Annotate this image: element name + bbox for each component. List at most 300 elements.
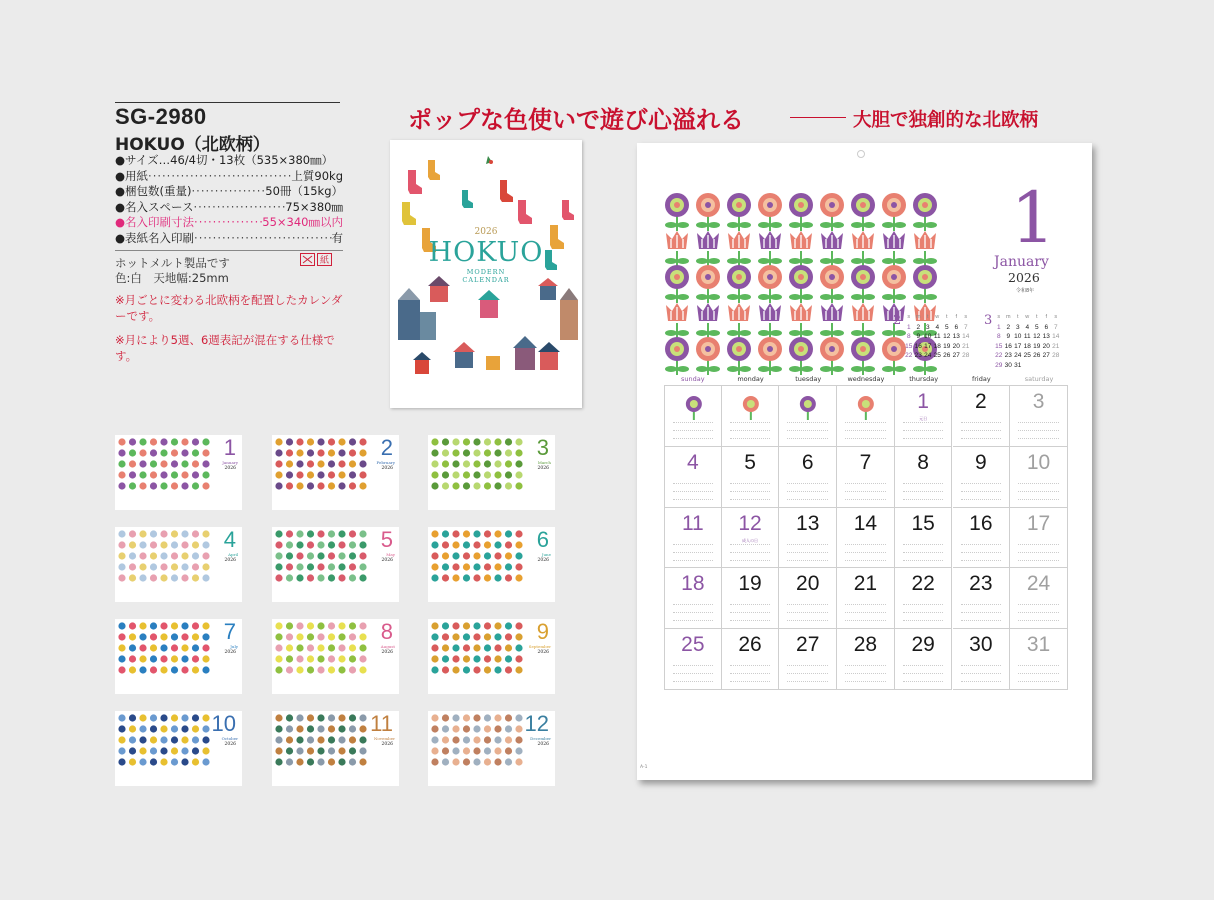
mini-day <box>1051 361 1061 371</box>
mini-calendar-mar <box>994 313 1061 370</box>
write-line <box>730 438 771 439</box>
day-cell <box>779 568 837 629</box>
mini-day: 8 <box>906 333 911 340</box>
day-number: 19 <box>738 572 762 596</box>
flower-icon <box>665 193 689 231</box>
mini-weekday-row <box>994 313 1061 323</box>
mini-day: 10 <box>1014 333 1022 340</box>
write-line <box>787 544 828 545</box>
day-number: 30 <box>969 633 993 657</box>
day-cell <box>1010 447 1068 508</box>
month-thumbnail <box>428 711 555 786</box>
spec-label: ●名入印刷寸法 <box>115 215 195 230</box>
flower-icon <box>820 337 844 375</box>
flower-icon <box>696 231 720 267</box>
weekday-letter: s <box>907 314 911 320</box>
mini-day: 13 <box>1042 333 1050 340</box>
mini-day: 19 <box>1033 342 1041 350</box>
day-number: 10 <box>1026 450 1051 474</box>
mini-day: 9 <box>1006 333 1011 340</box>
thumb-year: 2026 <box>381 558 393 563</box>
weekday-letter: w <box>935 314 940 320</box>
spec-row-packing <box>115 184 343 200</box>
weekday-header: tuesday <box>795 375 822 383</box>
holiday-label: 元日 <box>919 416 928 421</box>
house-icon <box>398 276 578 374</box>
mini-day: 20 <box>952 342 960 350</box>
flower-icon <box>758 337 782 375</box>
weekday-letter: s <box>1054 314 1058 320</box>
thumb-month-name: June <box>541 552 551 557</box>
day-number: 21 <box>853 572 878 596</box>
weekday-header: thursday <box>909 375 939 383</box>
flower-icon <box>882 337 906 375</box>
mini-weekday-row <box>904 313 971 323</box>
day-number: 18 <box>681 572 705 596</box>
flower-icon <box>913 193 937 231</box>
hotmelt-note: ホットメルト製品です <box>115 256 230 270</box>
mini-day: 1 <box>996 323 1001 331</box>
write-line <box>961 499 1002 500</box>
mini-day: 22 <box>995 352 1003 359</box>
thumb-month-number: 4 <box>223 527 236 552</box>
write-line <box>1018 438 1059 439</box>
write-line <box>961 491 1002 492</box>
mini-day: 29 <box>995 361 1003 369</box>
flower-icon <box>851 265 875 303</box>
day-number: 22 <box>911 572 935 596</box>
spec-bottom-rule <box>115 250 343 251</box>
write-line <box>1018 681 1059 682</box>
write-line <box>673 422 713 423</box>
spec-value: 55×340㎜以内 <box>262 215 343 230</box>
mini-month-number: 3 <box>984 313 993 328</box>
write-line <box>961 612 1002 613</box>
flower-icon <box>758 231 782 267</box>
write-line <box>961 673 1002 674</box>
month-name: January <box>994 254 1049 270</box>
thumb-month-number: 1 <box>223 435 236 460</box>
write-line <box>845 430 886 431</box>
mini-day: 12 <box>1033 333 1041 340</box>
mini-day: 24 <box>1014 352 1022 359</box>
mini-day: 28 <box>1052 352 1060 359</box>
write-line <box>845 422 886 423</box>
write-line <box>903 560 944 561</box>
mini-day: 15 <box>995 342 1003 350</box>
write-line <box>787 422 828 423</box>
flower-icon <box>789 337 813 375</box>
write-line <box>845 544 886 545</box>
write-line <box>730 544 771 545</box>
mini-day <box>1032 361 1042 371</box>
thumb-month-number: 10 <box>211 711 236 736</box>
write-line <box>730 673 771 674</box>
hang-hole <box>857 150 865 158</box>
write-line <box>673 665 713 666</box>
mini-week-row <box>994 342 1061 352</box>
spec-value: 上質90kg <box>291 168 343 183</box>
thumb-month-number: 3 <box>536 435 549 460</box>
day-number: 17 <box>1026 511 1051 535</box>
write-line <box>961 560 1002 561</box>
day-number: 9 <box>975 450 987 474</box>
mini-day: 21 <box>962 342 970 350</box>
day-number: 31 <box>1026 633 1051 657</box>
flower-icon <box>665 265 689 303</box>
flower-icon <box>789 231 813 267</box>
flower-icon <box>696 303 720 339</box>
flower-icon <box>758 303 782 339</box>
write-line <box>730 604 771 605</box>
mini-week-row <box>904 332 971 342</box>
leader-dots <box>194 215 262 231</box>
day-cell <box>837 386 895 447</box>
cover-subtitle: CALENDAR <box>462 276 510 284</box>
flower-icon <box>727 265 751 303</box>
day-cell <box>895 508 953 569</box>
day-number: 4 <box>687 450 699 474</box>
write-line <box>845 499 886 500</box>
thumb-month-name: April <box>228 552 238 557</box>
pattern-thumbnail <box>115 711 215 769</box>
write-line <box>1018 604 1059 605</box>
mini-day: 21 <box>1052 342 1060 350</box>
write-line <box>787 483 828 484</box>
day-number: 8 <box>917 450 929 474</box>
mini-day: 16 <box>1004 342 1012 350</box>
spec-top-rule <box>115 102 340 103</box>
mini-day: 4 <box>1025 323 1030 331</box>
write-line <box>787 604 828 605</box>
mini-day: 14 <box>1052 333 1060 340</box>
day-cell <box>837 629 895 690</box>
mini-day: 7 <box>963 323 968 331</box>
mini-day: 4 <box>935 323 940 331</box>
mini-day: 19 <box>943 342 951 350</box>
write-line <box>1018 430 1059 431</box>
page-code: A-1 <box>640 765 648 770</box>
write-line <box>845 665 886 666</box>
thumb-year: 2026 <box>537 466 549 471</box>
day-number: 23 <box>969 572 993 596</box>
thumb-month-name: December <box>530 736 551 741</box>
flower-icon <box>820 193 844 231</box>
day-cell <box>779 508 837 569</box>
holiday-label: 成人の日 <box>742 537 759 543</box>
flower-icon <box>727 303 751 339</box>
write-line <box>673 491 713 492</box>
mini-day: 16 <box>914 342 922 350</box>
day-number: 2 <box>975 390 987 413</box>
write-line <box>787 491 828 492</box>
write-line <box>961 604 1002 605</box>
thumb-month-number: 11 <box>370 711 393 736</box>
pattern-thumbnail <box>428 711 528 769</box>
thumb-month-number: 12 <box>524 711 549 736</box>
day-number: 14 <box>853 511 878 535</box>
recycle-mark-icon <box>300 253 340 266</box>
day-cell <box>1010 386 1068 447</box>
day-number: 24 <box>1026 572 1051 596</box>
pattern-thumbnail <box>115 435 215 493</box>
spec-label: ●表紙名入印刷 <box>115 230 195 245</box>
day-cell <box>664 386 722 447</box>
mini-day: 6 <box>1044 323 1049 331</box>
write-line <box>845 673 886 674</box>
weekday-letter: w <box>1025 314 1030 320</box>
thumb-month-name: May <box>386 552 395 557</box>
month-thumbnail <box>272 435 399 510</box>
day-number: 29 <box>911 633 935 657</box>
flower-icon <box>913 265 937 303</box>
mini-day: 10 <box>924 333 932 340</box>
weekday-letter: s <box>997 314 1001 320</box>
write-line <box>730 620 771 621</box>
thumb-year: 2026 <box>537 558 549 563</box>
write-line <box>1018 483 1059 484</box>
mini-day: 2 <box>1006 323 1011 331</box>
pattern-thumbnail <box>115 619 215 677</box>
write-line <box>673 620 713 621</box>
spec-list <box>115 153 343 247</box>
write-line <box>673 673 713 674</box>
thumb-year: 2026 <box>537 742 549 747</box>
thumb-year: 2026 <box>224 742 236 747</box>
flower-icon <box>851 337 875 375</box>
pattern-thumbnail <box>272 711 372 769</box>
weekday-letter: m <box>1005 314 1011 320</box>
write-line <box>673 681 713 682</box>
write-line <box>1018 499 1059 500</box>
write-line <box>673 552 713 553</box>
mini-calendar-feb <box>904 313 971 361</box>
flower-icon <box>696 337 720 375</box>
write-line <box>673 499 713 500</box>
write-line <box>730 552 771 553</box>
mini-day: 7 <box>1053 323 1058 331</box>
weekday-header: wednesday <box>847 375 885 383</box>
thumb-month-number: 8 <box>380 619 393 644</box>
spec-value: 50冊（15kg） <box>265 184 343 199</box>
mini-day: 13 <box>952 333 960 340</box>
thumb-year: 2026 <box>537 650 549 655</box>
flower-icon <box>758 193 782 231</box>
mini-day: 27 <box>952 352 960 359</box>
day-number: 6 <box>801 450 814 474</box>
write-line <box>903 422 944 423</box>
thumb-month-number: 6 <box>536 527 549 552</box>
mini-day: 30 <box>1004 361 1012 369</box>
cover-page <box>390 140 582 408</box>
weekday-letter: t <box>1016 314 1019 320</box>
flower-icon <box>758 265 782 303</box>
mini-day: 17 <box>924 342 932 350</box>
write-line <box>845 612 886 613</box>
weekday-letter: s <box>964 314 968 320</box>
flower-icon <box>789 265 813 303</box>
mini-day: 26 <box>1033 352 1041 359</box>
mini-day: 22 <box>905 352 913 359</box>
write-line <box>903 665 944 666</box>
day-cell <box>664 568 722 629</box>
month-thumbnail <box>272 711 399 786</box>
flower-icon <box>837 392 895 426</box>
spec-row-paper <box>115 169 343 185</box>
flower-icon <box>727 231 751 267</box>
day-number: 27 <box>796 633 820 657</box>
write-line <box>730 612 771 613</box>
mini-day: 6 <box>954 323 959 331</box>
product-name: HOKUO（北欧柄） <box>115 135 270 155</box>
write-line <box>787 681 828 682</box>
feature-note-2: ※月により5週、6週表記が混在する仕様です。 <box>115 333 335 363</box>
write-line <box>730 430 771 431</box>
day-cell <box>779 386 837 447</box>
flower-icon <box>665 231 689 267</box>
headline-sub: 大胆で独創的な北欧柄 <box>853 110 1039 131</box>
day-number: 11 <box>681 511 704 535</box>
write-line <box>961 544 1002 545</box>
day-number: 1 <box>917 390 929 413</box>
weekday-letter: f <box>1045 314 1048 320</box>
mini-day: 23 <box>914 352 922 359</box>
write-line <box>730 499 771 500</box>
mini-week-row <box>904 351 971 361</box>
spec-value: 46/4切・13枚（535×380㎜） <box>170 153 334 167</box>
mini-day: 23 <box>1004 352 1012 359</box>
write-line <box>730 681 771 682</box>
write-line <box>1018 665 1059 666</box>
pattern-thumbnail <box>272 435 372 493</box>
spec-row-cover-print <box>115 231 343 247</box>
month-thumbnail <box>115 711 242 786</box>
day-cell <box>837 508 895 569</box>
mini-month-number: 2 <box>893 313 902 328</box>
weekday-letter: t <box>1035 314 1038 320</box>
day-cell <box>953 629 1011 690</box>
mini-day: 25 <box>933 352 941 359</box>
day-cell <box>664 629 722 690</box>
day-number: 16 <box>969 511 993 535</box>
write-line <box>787 620 828 621</box>
day-number: 25 <box>681 633 705 657</box>
thumb-month-number: 2 <box>380 435 393 460</box>
spec-label: ●名入スペース <box>115 199 194 214</box>
pattern-thumbnail <box>272 619 372 677</box>
write-line <box>730 491 771 492</box>
weekday-letter: t <box>945 314 948 320</box>
feature-note-1: ※月ごとに変わる北欧柄を配置したカレンダーです。 <box>115 293 343 323</box>
flower-icon <box>696 265 720 303</box>
mini-day: 25 <box>1023 352 1031 359</box>
flower-icon <box>722 392 780 426</box>
month-thumbnail <box>115 527 242 602</box>
day-number: 3 <box>1032 390 1045 413</box>
thumb-year: 2026 <box>224 466 236 471</box>
mini-day: 3 <box>1015 323 1020 331</box>
write-line <box>1018 673 1059 674</box>
mini-day: 18 <box>933 342 941 350</box>
flower-icon <box>882 231 906 267</box>
write-line <box>787 560 828 561</box>
month-thumbnail <box>272 619 399 694</box>
write-line <box>961 438 1002 439</box>
write-line <box>673 560 713 561</box>
write-line <box>730 483 771 484</box>
mini-day: 5 <box>1034 323 1039 331</box>
flower-icon <box>696 193 720 231</box>
write-line <box>673 438 713 439</box>
color-note: 色:白 天地幅:25mm <box>115 271 229 285</box>
weekday-header: saturday <box>1024 375 1054 383</box>
spec-value: 75×380㎜ <box>285 199 343 214</box>
spec-value: 有 <box>331 230 343 245</box>
write-line <box>730 665 771 666</box>
day-cell <box>953 386 1011 447</box>
write-line <box>845 552 886 553</box>
mini-day: 15 <box>905 342 913 350</box>
era-year: 令和8年 <box>1016 288 1035 294</box>
write-line <box>903 604 944 605</box>
flower-icon <box>665 303 689 339</box>
month-grid <box>664 375 1068 689</box>
day-cell <box>953 447 1011 508</box>
month-thumbnail <box>115 619 242 694</box>
mini-day <box>1023 361 1033 371</box>
month-thumbnail <box>428 527 555 602</box>
day-cell <box>664 508 722 569</box>
day-cell <box>722 508 780 569</box>
write-line <box>673 612 713 613</box>
write-line <box>673 604 713 605</box>
day-cell <box>895 629 953 690</box>
day-cell <box>722 568 780 629</box>
weekday-letter: m <box>915 314 921 320</box>
day-cell <box>953 508 1011 569</box>
write-line <box>903 430 944 431</box>
product-code: SG-2980 <box>115 104 207 129</box>
day-cell <box>895 447 953 508</box>
day-cell <box>664 447 722 508</box>
flower-icon <box>882 265 906 303</box>
flower-icon <box>851 193 875 231</box>
write-line <box>787 552 828 553</box>
write-line <box>961 422 1002 423</box>
month-number: 1 <box>1010 177 1056 259</box>
leader-dots <box>192 184 266 200</box>
write-line <box>903 438 944 439</box>
write-line <box>903 612 944 613</box>
write-line <box>903 620 944 621</box>
mini-day: 8 <box>996 333 1001 340</box>
mini-day: 17 <box>1014 342 1022 350</box>
day-cell <box>779 447 837 508</box>
write-line <box>961 665 1002 666</box>
write-line <box>845 438 886 439</box>
thumb-year: 2026 <box>381 650 393 655</box>
flower-icon <box>820 231 844 267</box>
flower-icon <box>665 392 723 426</box>
thumb-year: 2026 <box>381 466 393 471</box>
thumb-month-number: 7 <box>223 619 236 644</box>
flower-icon <box>882 193 906 231</box>
write-line <box>787 673 828 674</box>
mini-week-row <box>994 332 1061 342</box>
leader-dots <box>193 200 285 216</box>
write-line <box>787 430 828 431</box>
day-cell <box>722 447 780 508</box>
